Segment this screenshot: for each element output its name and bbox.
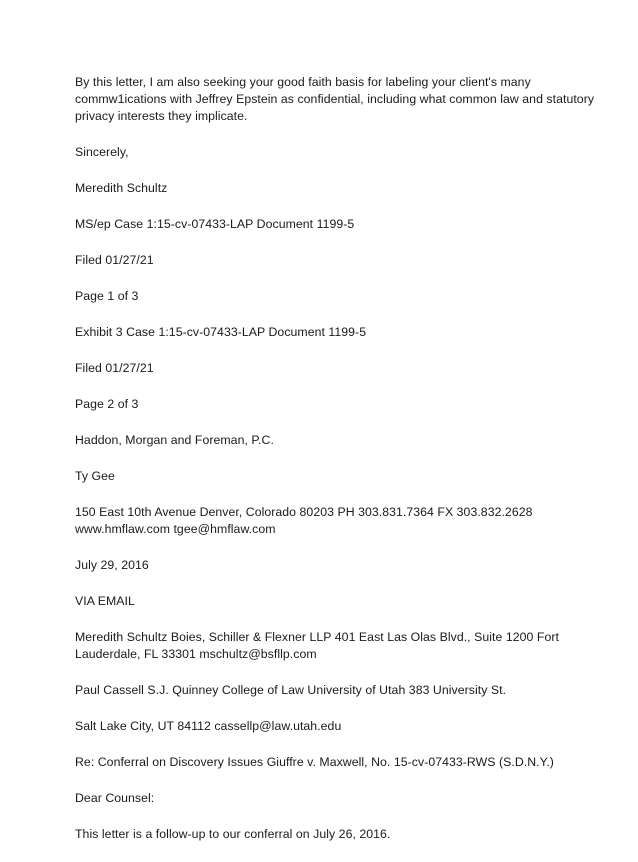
attorney-name — [75, 468, 575, 485]
text-line: This letter is a follow-up to our conferral on July 26, 2016. — [75, 827, 391, 841]
letter-body — [75, 74, 595, 862]
text-line: Filed 01/27/21 — [75, 253, 154, 267]
text-line: 150 East 10th Avenue Denver, Colorado 80203 PH 303.831.7364 FX 303.832.2628 — [75, 505, 533, 519]
text-line: privacy interests they implicate. — [75, 109, 248, 123]
text-line: www.hmflaw.com tgee@hmflaw.com — [75, 522, 276, 536]
recipient-cassell-address — [75, 718, 575, 735]
closing-salutation — [75, 144, 575, 161]
text-line: Meredith Schultz Boies, Schiller & Flexner LLP 401 East Las Olas Blvd., Suite 1200 Fort — [75, 630, 559, 644]
firm-address — [75, 504, 575, 538]
opening-paragraph — [75, 826, 575, 843]
text-line: Dear Counsel: — [75, 791, 155, 805]
text-line: Page 1 of 3 — [75, 289, 139, 303]
filed-date-page-2 — [75, 360, 575, 377]
subject-line — [75, 754, 575, 771]
paragraph-confidentiality-request — [75, 74, 595, 125]
text-line: Re: Conferral on Discovery Issues Giuffre v. Maxwell, No. 15-cv-07433-RWS (S.D.N.Y.) — [75, 755, 554, 769]
exhibit-case-header — [75, 324, 575, 341]
text-line: commw1ications with Jeffrey Epstein as confidential, including what common law and statutory — [75, 92, 595, 106]
firm-name — [75, 432, 575, 449]
signature-name — [75, 180, 575, 197]
page-number-2 — [75, 396, 575, 413]
text-line: Ty Gee — [75, 469, 115, 483]
text-line: Exhibit 3 Case 1:15-cv-07433-LAP Document 1199-5 — [75, 325, 367, 339]
page-number-1 — [75, 288, 575, 305]
text-line: July 29, 2016 — [75, 558, 149, 572]
text-line: MS/ep Case 1:15-cv-07433-LAP Document 1199-5 — [75, 217, 355, 231]
text-line: Filed 01/27/21 — [75, 361, 154, 375]
text-line: Haddon, Morgan and Foreman, P.C. — [75, 433, 274, 447]
recipient-schultz — [75, 629, 575, 663]
text-line: Meredith Schultz — [75, 181, 168, 195]
text-line: Salt Lake City, UT 84112 cassellp@law.utah.edu — [75, 719, 342, 733]
recipient-cassell — [75, 682, 575, 699]
case-header-page-1 — [75, 216, 575, 233]
text-line: Lauderdale, FL 33301 mschultz@bsfllp.com — [75, 647, 317, 661]
delivery-method — [75, 593, 575, 610]
text-line: Sincerely, — [75, 145, 129, 159]
opening-salutation — [75, 790, 575, 807]
filed-date-page-1 — [75, 252, 575, 269]
letter-date — [75, 557, 575, 574]
text-line: By this letter, I am also seeking your good faith basis for labeling your client's many — [75, 75, 531, 89]
text-line: VIA EMAIL — [75, 594, 135, 608]
text-line: Page 2 of 3 — [75, 397, 139, 411]
text-line: Paul Cassell S.J. Quinney College of Law University of Utah 383 University St. — [75, 683, 507, 697]
